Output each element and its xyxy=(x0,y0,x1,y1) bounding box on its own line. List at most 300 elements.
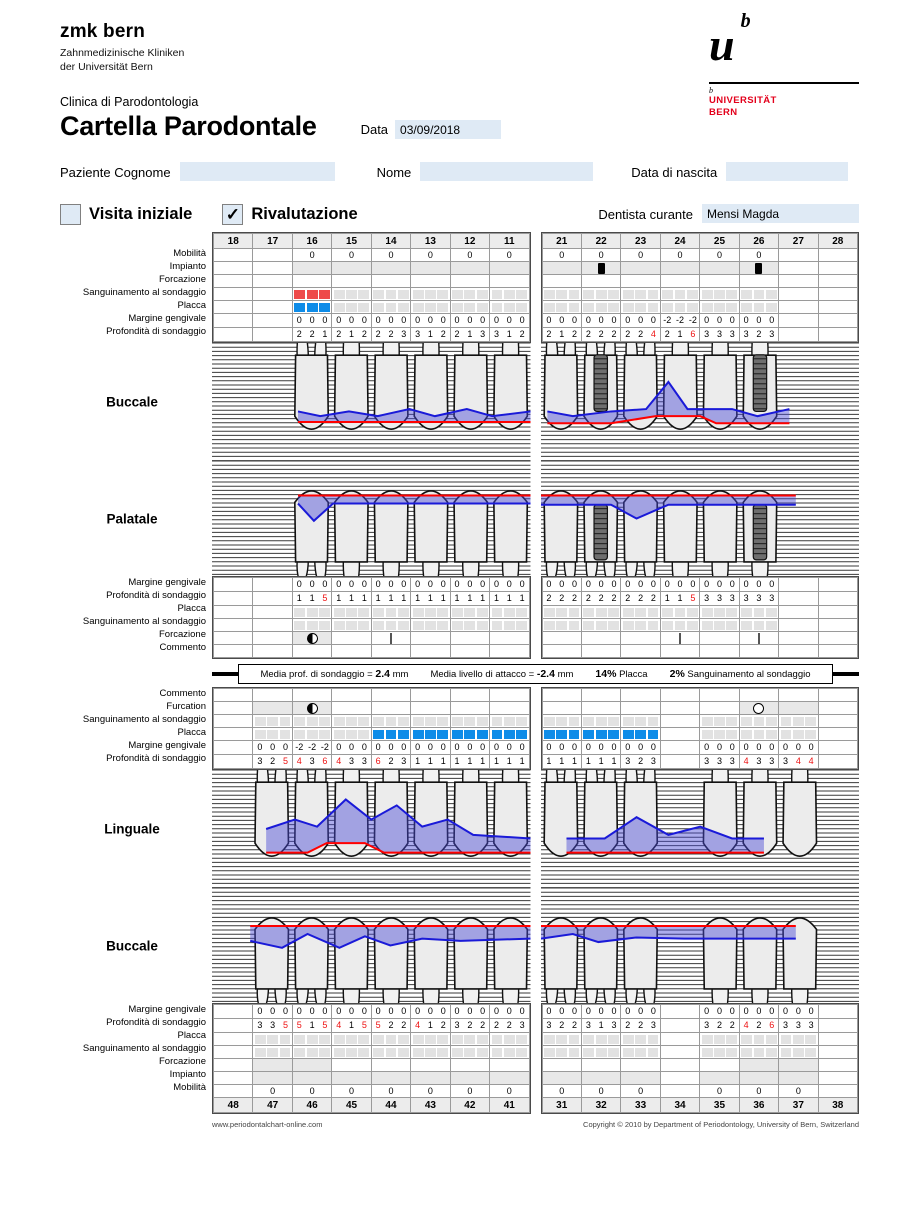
bleeding-marker[interactable] xyxy=(319,290,330,299)
measurement-value[interactable]: 2 xyxy=(756,1020,762,1030)
measurement-value[interactable]: 0 xyxy=(480,579,486,589)
measurement-value[interactable]: 0 xyxy=(375,1006,381,1016)
measurement-value[interactable]: 0 xyxy=(625,742,631,752)
empty-marker[interactable] xyxy=(583,1035,594,1044)
measurement-value[interactable]: 2 xyxy=(598,593,604,603)
measurement-value[interactable]: 2 xyxy=(625,329,631,339)
empty-marker[interactable] xyxy=(398,1048,409,1057)
square-cell[interactable] xyxy=(700,301,739,314)
empty-marker[interactable] xyxy=(623,608,634,617)
measurement-value[interactable]: 3 xyxy=(519,1020,525,1030)
empty-marker[interactable] xyxy=(805,1048,816,1057)
mobility-cell[interactable]: 0 xyxy=(450,1085,489,1098)
empty-marker[interactable] xyxy=(319,730,330,739)
empty-marker[interactable] xyxy=(608,1048,619,1057)
empty-marker[interactable] xyxy=(635,303,646,312)
empty-marker[interactable] xyxy=(596,303,607,312)
measurement-value[interactable]: 0 xyxy=(427,1006,433,1016)
measurement-value[interactable]: 3 xyxy=(257,1020,263,1030)
empty-marker[interactable] xyxy=(556,717,567,726)
empty-marker[interactable] xyxy=(307,1035,318,1044)
measurement-value[interactable]: 1 xyxy=(309,593,315,603)
measurement-value[interactable]: 1 xyxy=(598,756,604,766)
empty-marker[interactable] xyxy=(516,1035,527,1044)
gingival-margin-cell[interactable] xyxy=(450,741,489,755)
empty-marker[interactable] xyxy=(608,608,619,617)
empty-marker[interactable] xyxy=(425,303,436,312)
empty-marker[interactable] xyxy=(346,608,357,617)
tooth-number-cell[interactable]: 17 xyxy=(253,234,292,249)
empty-marker[interactable] xyxy=(635,1035,646,1044)
square-cell[interactable] xyxy=(621,728,660,741)
empty-cell[interactable] xyxy=(660,1059,699,1072)
empty-cell[interactable] xyxy=(253,619,292,632)
measurement-value[interactable]: 3 xyxy=(257,756,263,766)
measurement-value[interactable]: 4 xyxy=(808,756,814,766)
furcation-cell[interactable] xyxy=(450,632,489,645)
empty-cell[interactable] xyxy=(779,262,818,275)
measurement-value[interactable]: 1 xyxy=(506,756,512,766)
square-cell[interactable] xyxy=(542,728,581,741)
furcation-cell[interactable] xyxy=(253,1072,292,1085)
empty-cell[interactable] xyxy=(253,301,292,314)
gingival-margin-cell[interactable] xyxy=(739,314,778,328)
comment-cell[interactable] xyxy=(542,689,581,702)
square-cell[interactable] xyxy=(779,728,818,741)
measurement-value[interactable]: 0 xyxy=(309,315,315,325)
gingival-margin-cell[interactable] xyxy=(660,578,699,592)
empty-cell[interactable] xyxy=(660,702,699,715)
furcation-cell[interactable] xyxy=(490,632,529,645)
tooth-diagram-half[interactable] xyxy=(541,888,860,1003)
probing-depth-cell[interactable] xyxy=(581,1019,620,1033)
empty-cell[interactable] xyxy=(214,1059,253,1072)
empty-marker[interactable] xyxy=(662,303,673,312)
implant-cell[interactable] xyxy=(292,262,331,275)
empty-marker[interactable] xyxy=(373,621,384,630)
measurement-value[interactable]: 0 xyxy=(361,742,367,752)
probing-depth-cell[interactable] xyxy=(739,592,778,606)
mobility-cell[interactable]: 0 xyxy=(621,1085,660,1098)
measurement-value[interactable]: 1 xyxy=(506,593,512,603)
dentist-input[interactable]: Mensi Magda xyxy=(702,204,859,223)
measurement-value[interactable]: 4 xyxy=(296,756,302,766)
measurement-value[interactable]: 0 xyxy=(480,1006,486,1016)
measurement-value[interactable]: 0 xyxy=(795,742,801,752)
empty-marker[interactable] xyxy=(398,290,409,299)
empty-marker[interactable] xyxy=(413,717,424,726)
comment-cell[interactable] xyxy=(411,689,450,702)
probing-depth-cell[interactable] xyxy=(490,1019,529,1033)
gingival-margin-cell[interactable] xyxy=(779,1005,818,1019)
empty-marker[interactable] xyxy=(726,303,737,312)
comment-cell[interactable] xyxy=(660,645,699,658)
empty-marker[interactable] xyxy=(726,1035,737,1044)
empty-marker[interactable] xyxy=(319,717,330,726)
square-cell[interactable] xyxy=(411,301,450,314)
furcation-cell[interactable] xyxy=(779,1059,818,1072)
empty-cell[interactable] xyxy=(214,301,253,314)
empty-cell[interactable] xyxy=(660,1033,699,1046)
plaque-marker[interactable] xyxy=(319,303,330,312)
measurement-value[interactable]: 2 xyxy=(401,1020,407,1030)
measurement-value[interactable]: 1 xyxy=(375,593,381,603)
measurement-value[interactable]: 0 xyxy=(756,315,762,325)
measurement-value[interactable]: 1 xyxy=(401,593,407,603)
empty-cell[interactable] xyxy=(253,249,292,262)
square-cell[interactable] xyxy=(621,1046,660,1059)
empty-marker[interactable] xyxy=(294,1035,305,1044)
empty-cell[interactable] xyxy=(214,1046,253,1059)
empty-marker[interactable] xyxy=(648,1035,659,1044)
empty-marker[interactable] xyxy=(556,608,567,617)
square-cell[interactable] xyxy=(739,301,778,314)
measurement-value[interactable]: 2 xyxy=(638,756,644,766)
comment-cell[interactable] xyxy=(292,689,331,702)
measurement-value[interactable]: 0 xyxy=(309,1006,315,1016)
measurement-value[interactable]: 1 xyxy=(493,756,499,766)
measurement-value[interactable]: -2 xyxy=(688,315,697,325)
empty-marker[interactable] xyxy=(464,608,475,617)
measurement-value[interactable]: 0 xyxy=(467,1006,473,1016)
measurement-value[interactable]: 0 xyxy=(401,742,407,752)
measurement-value[interactable]: 0 xyxy=(598,1006,604,1016)
gingival-margin-cell[interactable] xyxy=(371,741,410,755)
furcation-cell[interactable] xyxy=(411,702,450,715)
square-cell[interactable] xyxy=(581,606,620,619)
empty-marker[interactable] xyxy=(358,303,369,312)
measurement-value[interactable]: 0 xyxy=(375,742,381,752)
empty-marker[interactable] xyxy=(793,730,804,739)
measurement-value[interactable]: 1 xyxy=(519,756,525,766)
furcation-cell[interactable] xyxy=(332,275,371,288)
empty-marker[interactable] xyxy=(648,608,659,617)
empty-cell[interactable] xyxy=(818,314,857,328)
empty-marker[interactable] xyxy=(504,290,515,299)
measurement-value[interactable]: 4 xyxy=(743,756,749,766)
empty-marker[interactable] xyxy=(569,1035,580,1044)
furcation-cell[interactable] xyxy=(739,632,778,645)
measurement-value[interactable]: 0 xyxy=(704,742,710,752)
measurement-value[interactable]: 3 xyxy=(729,329,735,339)
empty-marker[interactable] xyxy=(662,290,673,299)
empty-marker[interactable] xyxy=(267,730,278,739)
measurement-value[interactable]: 0 xyxy=(704,579,710,589)
measurement-value[interactable]: 3 xyxy=(415,329,421,339)
measurement-value[interactable]: 0 xyxy=(361,579,367,589)
empty-marker[interactable] xyxy=(358,290,369,299)
measurement-value[interactable]: 0 xyxy=(506,1006,512,1016)
empty-marker[interactable] xyxy=(635,621,646,630)
empty-marker[interactable] xyxy=(569,717,580,726)
measurement-value[interactable]: 3 xyxy=(716,329,722,339)
empty-marker[interactable] xyxy=(413,290,424,299)
empty-marker[interactable] xyxy=(255,1048,266,1057)
measurement-value[interactable]: 0 xyxy=(611,742,617,752)
empty-marker[interactable] xyxy=(386,1048,397,1057)
empty-marker[interactable] xyxy=(516,303,527,312)
empty-marker[interactable] xyxy=(741,290,752,299)
measurement-value[interactable]: 1 xyxy=(454,756,460,766)
empty-cell[interactable] xyxy=(214,1072,253,1085)
measurement-value[interactable]: 0 xyxy=(625,315,631,325)
measurement-value[interactable]: 0 xyxy=(454,579,460,589)
empty-marker[interactable] xyxy=(346,621,357,630)
measurement-value[interactable]: 0 xyxy=(519,742,525,752)
empty-marker[interactable] xyxy=(437,303,448,312)
measurement-value[interactable]: 0 xyxy=(336,579,342,589)
square-cell[interactable] xyxy=(450,715,489,728)
empty-marker[interactable] xyxy=(583,621,594,630)
measurement-value[interactable]: 3 xyxy=(783,1020,789,1030)
measurement-value[interactable]: 0 xyxy=(454,742,460,752)
empty-marker[interactable] xyxy=(556,1035,567,1044)
measurement-value[interactable]: 2 xyxy=(638,1020,644,1030)
empty-marker[interactable] xyxy=(702,1035,713,1044)
measurement-value[interactable]: 0 xyxy=(611,579,617,589)
measurement-value[interactable]: 0 xyxy=(572,315,578,325)
empty-cell[interactable] xyxy=(818,288,857,301)
mobility-cell[interactable]: 0 xyxy=(581,1085,620,1098)
empty-marker[interactable] xyxy=(569,290,580,299)
measurement-value[interactable]: 0 xyxy=(506,315,512,325)
square-cell[interactable] xyxy=(292,606,331,619)
plaque-marker[interactable] xyxy=(583,730,594,739)
measurement-value[interactable]: 1 xyxy=(322,329,328,339)
measurement-value[interactable]: 0 xyxy=(769,315,775,325)
empty-marker[interactable] xyxy=(334,303,345,312)
square-cell[interactable] xyxy=(371,728,410,741)
empty-marker[interactable] xyxy=(294,730,305,739)
measurement-value[interactable]: 1 xyxy=(467,756,473,766)
comment-cell[interactable] xyxy=(700,645,739,658)
probing-depth-cell[interactable] xyxy=(371,592,410,606)
empty-marker[interactable] xyxy=(280,1035,291,1044)
empty-marker[interactable] xyxy=(608,1035,619,1044)
empty-cell[interactable] xyxy=(779,578,818,592)
measurement-value[interactable]: 2 xyxy=(480,1020,486,1030)
empty-marker[interactable] xyxy=(596,290,607,299)
empty-marker[interactable] xyxy=(516,290,527,299)
measurement-value[interactable]: 3 xyxy=(625,756,631,766)
measurement-value[interactable]: 2 xyxy=(519,329,525,339)
measurement-value[interactable]: 1 xyxy=(480,593,486,603)
empty-cell[interactable] xyxy=(214,1033,253,1046)
square-cell[interactable] xyxy=(739,1046,778,1059)
empty-marker[interactable] xyxy=(516,621,527,630)
empty-cell[interactable] xyxy=(214,288,253,301)
measurement-value[interactable]: 2 xyxy=(388,1020,394,1030)
square-cell[interactable] xyxy=(700,728,739,741)
square-cell[interactable] xyxy=(332,1046,371,1059)
empty-marker[interactable] xyxy=(766,303,777,312)
probing-depth-cell[interactable] xyxy=(581,592,620,606)
empty-marker[interactable] xyxy=(805,717,816,726)
empty-cell[interactable] xyxy=(214,578,253,592)
measurement-value[interactable]: 0 xyxy=(716,1006,722,1016)
gingival-margin-cell[interactable] xyxy=(332,741,371,755)
probing-depth-cell[interactable] xyxy=(660,328,699,342)
empty-marker[interactable] xyxy=(492,717,503,726)
measurement-value[interactable]: 2 xyxy=(506,1020,512,1030)
empty-cell[interactable] xyxy=(660,1046,699,1059)
square-cell[interactable] xyxy=(739,288,778,301)
empty-cell[interactable] xyxy=(818,578,857,592)
measurement-value[interactable]: 3 xyxy=(769,329,775,339)
measurement-value[interactable]: -2 xyxy=(663,315,672,325)
empty-marker[interactable] xyxy=(793,1048,804,1057)
measurement-value[interactable]: 2 xyxy=(309,329,315,339)
measurement-value[interactable]: 0 xyxy=(690,579,696,589)
empty-cell[interactable] xyxy=(660,741,699,755)
empty-marker[interactable] xyxy=(477,717,488,726)
gingival-margin-cell[interactable] xyxy=(700,314,739,328)
empty-marker[interactable] xyxy=(477,1048,488,1057)
empty-marker[interactable] xyxy=(702,303,713,312)
empty-cell[interactable] xyxy=(253,314,292,328)
tooth-diagram-half[interactable] xyxy=(541,343,860,461)
furcation-cell[interactable] xyxy=(581,1072,620,1085)
measurement-value[interactable]: 1 xyxy=(454,593,460,603)
comment-cell[interactable] xyxy=(450,645,489,658)
measurement-value[interactable]: 0 xyxy=(808,742,814,752)
empty-marker[interactable] xyxy=(583,1048,594,1057)
empty-marker[interactable] xyxy=(702,717,713,726)
measurement-value[interactable]: 3 xyxy=(795,1020,801,1030)
empty-marker[interactable] xyxy=(754,730,765,739)
furcation-cell[interactable] xyxy=(490,275,529,288)
measurement-value[interactable]: 3 xyxy=(769,756,775,766)
empty-marker[interactable] xyxy=(714,730,725,739)
square-cell[interactable] xyxy=(581,1033,620,1046)
measurement-value[interactable]: 2 xyxy=(625,593,631,603)
empty-marker[interactable] xyxy=(307,717,318,726)
empty-cell[interactable] xyxy=(214,592,253,606)
measurement-value[interactable]: 1 xyxy=(349,593,355,603)
empty-marker[interactable] xyxy=(544,290,555,299)
measurement-value[interactable]: 0 xyxy=(519,315,525,325)
empty-marker[interactable] xyxy=(334,621,345,630)
gingival-margin-cell[interactable] xyxy=(621,578,660,592)
measurement-value[interactable]: 0 xyxy=(309,579,315,589)
measurement-value[interactable]: 2 xyxy=(729,1020,735,1030)
probing-depth-cell[interactable] xyxy=(450,328,489,342)
tooth-number-cell[interactable]: 32 xyxy=(581,1098,620,1113)
empty-marker[interactable] xyxy=(608,717,619,726)
measurement-value[interactable]: 0 xyxy=(664,579,670,589)
measurement-value[interactable]: 0 xyxy=(808,1006,814,1016)
mobility-cell[interactable]: 0 xyxy=(332,249,371,262)
measurement-value[interactable]: 1 xyxy=(677,329,683,339)
empty-cell[interactable] xyxy=(818,645,857,658)
comment-cell[interactable] xyxy=(581,645,620,658)
tooth-number-cell[interactable]: 44 xyxy=(371,1098,410,1113)
empty-marker[interactable] xyxy=(346,717,357,726)
measurement-value[interactable]: 1 xyxy=(611,756,617,766)
empty-cell[interactable] xyxy=(779,592,818,606)
measurement-value[interactable]: 0 xyxy=(519,1006,525,1016)
empty-marker[interactable] xyxy=(437,290,448,299)
measurement-value[interactable]: 2 xyxy=(585,329,591,339)
measurement-value[interactable]: 2 xyxy=(440,329,446,339)
measurement-value[interactable]: 3 xyxy=(704,1020,710,1030)
tooth-number-cell[interactable]: 37 xyxy=(779,1098,818,1113)
gingival-margin-cell[interactable] xyxy=(621,741,660,755)
measurement-value[interactable]: 3 xyxy=(783,756,789,766)
square-cell[interactable] xyxy=(332,619,371,632)
measurement-value[interactable]: 0 xyxy=(270,1006,276,1016)
measurement-value[interactable]: 1 xyxy=(467,329,473,339)
date-input[interactable]: 03/09/2018 xyxy=(395,120,501,139)
gingival-margin-cell[interactable] xyxy=(292,578,331,592)
measurement-value[interactable]: 0 xyxy=(677,579,683,589)
square-cell[interactable] xyxy=(581,619,620,632)
square-cell[interactable] xyxy=(542,715,581,728)
measurement-value[interactable]: 1 xyxy=(559,756,565,766)
gingival-margin-cell[interactable] xyxy=(581,578,620,592)
furcation-cell[interactable] xyxy=(450,702,489,715)
mobility-cell[interactable]: 0 xyxy=(292,1085,331,1098)
gingival-margin-cell[interactable] xyxy=(490,1005,529,1019)
empty-marker[interactable] xyxy=(648,290,659,299)
comment-cell[interactable] xyxy=(739,645,778,658)
empty-marker[interactable] xyxy=(398,1035,409,1044)
empty-cell[interactable] xyxy=(818,1019,857,1033)
tooth-number-cell[interactable]: 41 xyxy=(490,1098,529,1113)
empty-marker[interactable] xyxy=(516,717,527,726)
square-cell[interactable] xyxy=(450,288,489,301)
empty-marker[interactable] xyxy=(334,1048,345,1057)
square-cell[interactable] xyxy=(490,288,529,301)
measurement-value[interactable]: 5 xyxy=(322,593,328,603)
square-cell[interactable] xyxy=(411,288,450,301)
measurement-value[interactable]: 1 xyxy=(427,329,433,339)
gingival-margin-cell[interactable] xyxy=(332,314,371,328)
measurement-value[interactable]: 0 xyxy=(729,315,735,325)
measurement-value[interactable]: 4 xyxy=(650,329,656,339)
probing-depth-cell[interactable] xyxy=(621,592,660,606)
square-cell[interactable] xyxy=(739,728,778,741)
tooth-diagram-half[interactable] xyxy=(212,770,531,888)
probing-depth-cell[interactable] xyxy=(450,1019,489,1033)
empty-cell[interactable] xyxy=(818,262,857,275)
measurement-value[interactable]: 0 xyxy=(650,1006,656,1016)
measurement-value[interactable]: 1 xyxy=(427,1020,433,1030)
square-cell[interactable] xyxy=(700,619,739,632)
tooth-number-cell[interactable]: 14 xyxy=(371,234,410,249)
gingival-margin-cell[interactable] xyxy=(292,1005,331,1019)
furcation-cell[interactable] xyxy=(490,702,529,715)
empty-cell[interactable] xyxy=(253,328,292,342)
furcation-cell[interactable] xyxy=(371,1072,410,1085)
comment-cell[interactable] xyxy=(621,689,660,702)
square-cell[interactable] xyxy=(371,301,410,314)
square-cell[interactable] xyxy=(411,1033,450,1046)
square-cell[interactable] xyxy=(660,606,699,619)
empty-marker[interactable] xyxy=(675,608,686,617)
gingival-margin-cell[interactable] xyxy=(700,741,739,755)
empty-marker[interactable] xyxy=(386,303,397,312)
empty-cell[interactable] xyxy=(214,715,253,728)
probing-depth-cell[interactable] xyxy=(411,1019,450,1033)
measurement-value[interactable]: 2 xyxy=(572,329,578,339)
empty-cell[interactable] xyxy=(818,301,857,314)
empty-marker[interactable] xyxy=(452,717,463,726)
mobility-cell[interactable]: 0 xyxy=(779,1085,818,1098)
measurement-value[interactable]: 1 xyxy=(572,756,578,766)
empty-cell[interactable] xyxy=(214,619,253,632)
measurement-value[interactable]: 3 xyxy=(756,593,762,603)
